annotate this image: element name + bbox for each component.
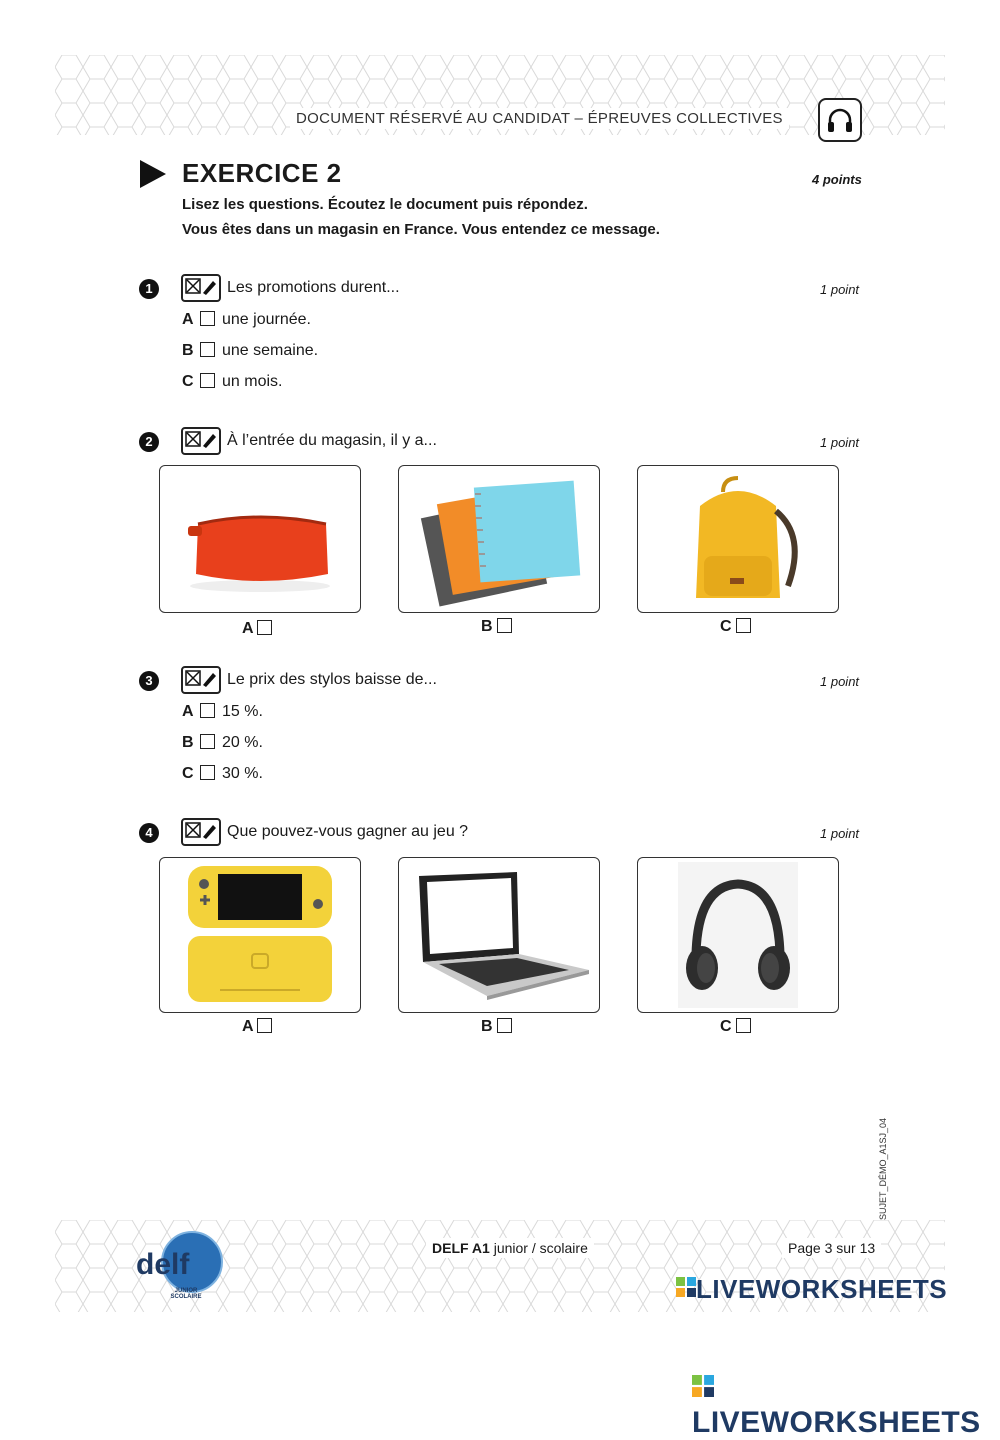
document-code — [868, 1117, 889, 1221]
headphones-image — [637, 857, 839, 1013]
q3-option-c[interactable] — [182, 765, 263, 783]
tick-box-pen-icon — [181, 818, 221, 846]
question-2-point: 1 point — [820, 435, 860, 450]
option-text: 30 %. — [222, 765, 263, 782]
question-4-text: Que pouvez-vous gagner au jeu ? — [227, 823, 469, 840]
delf-logo-text: delf — [136, 1248, 190, 1281]
header-title: DOCUMENT RÉSERVÉ AU CANDIDAT – ÉPREUVES COLLECTIVES — [290, 108, 789, 129]
option-text: une journée. — [222, 311, 311, 328]
option-letter: A — [182, 703, 194, 720]
q3-option-a[interactable] — [182, 703, 263, 721]
image-letter: B — [481, 1018, 493, 1035]
option-text: 20 %. — [222, 734, 263, 751]
footer-exam-level: DELF A1 — [432, 1240, 490, 1256]
image-letter: A — [242, 1018, 253, 1035]
q2-c-checkbox[interactable] — [736, 618, 751, 633]
question-4-number: 4 — [139, 823, 159, 843]
footer-exam — [426, 1238, 594, 1258]
q4-image-c-label[interactable] — [720, 1018, 758, 1036]
option-text: 15 %. — [222, 703, 263, 720]
exercise-arrow-icon — [140, 160, 166, 188]
backpack-image — [637, 465, 839, 613]
laptop-image — [398, 857, 600, 1013]
q4-c-checkbox[interactable] — [736, 1018, 751, 1033]
question-1-text: Les promotions durent... — [227, 279, 400, 296]
notebooks-image — [398, 465, 600, 613]
q1-option-a[interactable] — [182, 311, 311, 329]
question-3-number: 3 — [139, 671, 159, 691]
option-letter: A — [182, 311, 194, 328]
question-2-text: À l’entrée du magasin, il y a... — [227, 432, 437, 449]
liveworksheets-watermark — [676, 1274, 947, 1305]
q1-option-c[interactable] — [182, 373, 282, 391]
option-letter: C — [182, 373, 194, 390]
delf-logo — [130, 1226, 230, 1306]
liveworksheets-brand[interactable] — [692, 1372, 1000, 1440]
tick-box-pen-icon — [181, 666, 221, 694]
exercise-title: EXERCICE 2 — [182, 158, 342, 188]
option-letter: B — [182, 342, 194, 359]
question-1-number: 1 — [139, 279, 159, 299]
question-3-text: Le prix des stylos baisse de... — [227, 671, 437, 688]
q2-b-checkbox[interactable] — [497, 618, 512, 633]
document-code-text: SUJET_DÉMO_A1SJ_04 — [878, 1117, 889, 1221]
tick-box-pen-icon — [181, 427, 221, 455]
option-text: un mois. — [222, 373, 283, 390]
q4-image-a-label[interactable] — [242, 1018, 279, 1036]
q4-a-checkbox[interactable] — [257, 1018, 272, 1033]
q4-b-checkbox[interactable] — [497, 1018, 512, 1033]
q3-c-checkbox[interactable] — [200, 765, 215, 780]
q1-a-checkbox[interactable] — [200, 311, 215, 326]
liveworksheets-text: LIVEWORKSHEETS — [696, 1274, 948, 1304]
headphones-icon — [818, 98, 862, 142]
tick-box-pen-icon — [181, 274, 221, 302]
q4-image-b-label[interactable] — [481, 1018, 519, 1036]
exercise-points: 4 points — [812, 172, 862, 187]
game-console-image — [159, 857, 361, 1013]
delf-logo-subtext: JUNIOR SCOLAIRE — [170, 1288, 202, 1300]
question-2-number: 2 — [139, 432, 159, 452]
q1-c-checkbox[interactable] — [200, 373, 215, 388]
liveworksheets-logo-icon — [676, 1277, 696, 1297]
page-number: Page 3 sur 13 — [782, 1238, 881, 1258]
image-letter: C — [720, 618, 732, 635]
q2-image-a-label[interactable] — [242, 620, 279, 638]
q2-a-checkbox[interactable] — [257, 620, 272, 635]
q3-option-b[interactable] — [182, 734, 263, 752]
question-1-point: 1 point — [820, 282, 860, 297]
question-4-point: 1 point — [820, 826, 860, 841]
option-letter: B — [182, 734, 194, 751]
instruction-2: Vous êtes dans un magasin en France. Vous entendez ce message. — [182, 221, 660, 238]
liveworksheets-brand-text: LIVEWORKSHEETS — [692, 1406, 981, 1439]
question-3-point: 1 point — [820, 674, 860, 689]
option-text: une semaine. — [222, 342, 319, 359]
liveworksheets-logo-icon — [692, 1375, 714, 1397]
q2-image-b-label[interactable] — [481, 618, 519, 636]
q1-b-checkbox[interactable] — [200, 342, 215, 357]
footer-exam-type: junior / scolaire — [493, 1240, 588, 1256]
option-letter: C — [182, 765, 194, 782]
instruction-1: Lisez les questions. Écoutez le document puis répondez. — [182, 196, 588, 213]
pencil-case-image — [159, 465, 361, 613]
image-letter: C — [720, 1018, 732, 1035]
q3-a-checkbox[interactable] — [200, 703, 215, 718]
image-letter: B — [481, 618, 493, 635]
q2-image-c-label[interactable] — [720, 618, 758, 636]
q3-b-checkbox[interactable] — [200, 734, 215, 749]
q1-option-b[interactable] — [182, 342, 318, 360]
image-letter: A — [242, 620, 253, 637]
